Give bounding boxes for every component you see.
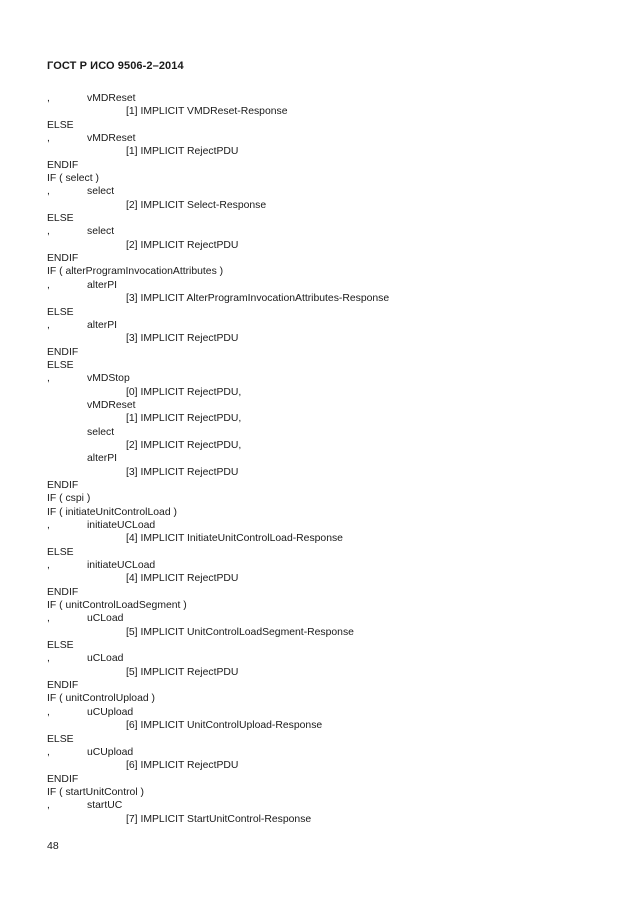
code-line [47, 426, 607, 439]
code-line-text: [3] IMPLICIT RejectPDU [126, 333, 239, 345]
code-line [47, 199, 607, 212]
code-line [47, 706, 607, 719]
code-line-text: [1] IMPLICIT RejectPDU [126, 146, 239, 158]
code-line [47, 572, 607, 585]
code-line-comma: , [47, 226, 50, 238]
code-line [47, 813, 607, 826]
code-line [47, 119, 607, 132]
code-line-text: select [87, 186, 115, 198]
code-line-text: [4] IMPLICIT InitiateUnitControlLoad-Response [126, 533, 343, 545]
code-line [47, 132, 607, 145]
code-line-text: select [87, 426, 115, 438]
code-line-comma: , [47, 373, 50, 385]
code-line-text: [2] IMPLICIT Select-Response [126, 199, 267, 211]
code-line [47, 733, 607, 746]
code-line-text: vMDReset [87, 133, 136, 145]
code-line [47, 652, 607, 665]
code-line-text: alterPI [87, 453, 118, 465]
code-line [47, 332, 607, 345]
code-line-text: [1] IMPLICIT VMDReset-Response [126, 106, 288, 118]
code-line-text: vMDStop [87, 373, 130, 385]
code-line [47, 786, 607, 799]
code-line [47, 559, 607, 572]
code-line-comma: , [47, 746, 50, 758]
code-line-text: initiateUCLoad [87, 520, 156, 531]
code-line [47, 773, 607, 786]
code-line [47, 252, 607, 265]
code-line-comma: , [47, 560, 50, 572]
code-line [47, 306, 607, 319]
code-line-text: startUC [87, 800, 123, 812]
code-line-text: ELSE [47, 213, 74, 225]
code-line-text: uCLoad [87, 653, 124, 665]
asn1-code-block [47, 92, 607, 826]
code-line [47, 92, 607, 105]
page-header-standard-id: ГОСТ Р ИСО 9506-2–2014 [47, 60, 184, 72]
code-line-text: IF ( unitControlUpload ) [47, 693, 155, 705]
code-line [47, 172, 607, 185]
code-line [47, 506, 607, 519]
code-line [47, 692, 607, 705]
code-line-text: uCUpload [87, 706, 134, 718]
code-line-text: vMDReset [87, 399, 136, 411]
code-line-text: [2] IMPLICIT RejectPDU, [126, 439, 242, 451]
code-line [47, 239, 607, 252]
code-line-text: alterPI [87, 279, 118, 291]
code-line-text: [6] IMPLICIT RejectPDU [126, 760, 239, 772]
code-line-text: ELSE [47, 733, 74, 745]
code-line [47, 145, 607, 158]
code-line [47, 479, 607, 492]
code-line-comma: , [47, 279, 50, 291]
code-line-text: [3] IMPLICIT RejectPDU [126, 466, 239, 478]
code-line-comma: , [47, 93, 50, 104]
code-line-text: [5] IMPLICIT RejectPDU [126, 666, 239, 678]
code-line [47, 492, 607, 505]
code-line-text: select [87, 226, 115, 238]
code-line [47, 212, 607, 225]
code-line-comma: , [47, 800, 50, 812]
code-line-text: ENDIF [47, 159, 79, 171]
code-line [47, 666, 607, 679]
code-line-text: ELSE [47, 359, 74, 371]
code-line-text: ELSE [47, 119, 74, 131]
code-line-text: ENDIF [47, 586, 79, 598]
code-line [47, 292, 607, 305]
code-line [47, 439, 607, 452]
code-line [47, 626, 607, 639]
code-line-comma: , [47, 613, 50, 625]
code-line-text: ELSE [47, 546, 74, 558]
code-line-text: ENDIF [47, 773, 79, 785]
code-line-text: ENDIF [47, 346, 79, 358]
code-line-comma: , [47, 653, 50, 665]
code-line [47, 639, 607, 652]
code-line-text: [6] IMPLICIT UnitControlUpload-Response [126, 720, 323, 732]
code-line-text: initiateUCLoad [87, 560, 156, 572]
code-line-text: [2] IMPLICIT RejectPDU [126, 239, 239, 251]
code-line [47, 466, 607, 479]
code-line [47, 386, 607, 399]
code-line-text: ENDIF [47, 680, 79, 692]
code-line [47, 532, 607, 545]
code-line [47, 105, 607, 118]
code-line-text: [5] IMPLICIT UnitControlLoadSegment-Response [126, 626, 354, 638]
code-line-comma: , [47, 186, 50, 198]
code-line-text: uCUpload [87, 746, 134, 758]
code-line [47, 346, 607, 359]
code-line-text: ELSE [47, 306, 74, 318]
code-line-text: [3] IMPLICIT AlterProgramInvocationAttributes-Response [126, 293, 390, 305]
code-line [47, 372, 607, 385]
code-line [47, 519, 607, 532]
code-line [47, 546, 607, 559]
code-line [47, 586, 607, 599]
code-line-text: IF ( select ) [47, 173, 99, 185]
code-line [47, 759, 607, 772]
code-line-text: ENDIF [47, 253, 79, 265]
code-line-text: IF ( alterProgramInvocationAttributes ) [47, 266, 224, 278]
code-line [47, 185, 607, 198]
code-line-text: IF ( cspi ) [47, 493, 91, 505]
code-line-text: IF ( startUnitControl ) [47, 786, 144, 798]
code-line [47, 746, 607, 759]
code-line [47, 225, 607, 238]
code-line [47, 359, 607, 372]
code-line [47, 679, 607, 692]
code-line [47, 279, 607, 292]
code-line-text: alterPI [87, 319, 118, 331]
code-line [47, 719, 607, 732]
code-line [47, 265, 607, 278]
code-line [47, 599, 607, 612]
code-line-text: [1] IMPLICIT RejectPDU, [126, 413, 242, 425]
code-line-comma: , [47, 706, 50, 718]
code-line-text: ENDIF [47, 479, 79, 491]
code-line-text: IF ( unitControlLoadSegment ) [47, 600, 187, 612]
code-line-comma: , [47, 319, 50, 331]
page-number: 48 [47, 840, 59, 852]
code-line [47, 612, 607, 625]
code-line [47, 452, 607, 465]
code-line [47, 399, 607, 412]
code-line-text: [7] IMPLICIT StartUnitControl-Response [126, 813, 312, 825]
code-line-comma: , [47, 520, 50, 531]
code-line-comma: , [47, 133, 50, 145]
code-line-text: [4] IMPLICIT RejectPDU [126, 573, 239, 585]
code-line-text: uCLoad [87, 613, 124, 625]
code-line [47, 799, 607, 812]
code-line [47, 159, 607, 172]
code-line-text: ELSE [47, 640, 74, 652]
code-line-text: vMDReset [87, 93, 136, 104]
code-line-text: IF ( initiateUnitControlLoad ) [47, 506, 177, 518]
code-line-text: [0] IMPLICIT RejectPDU, [126, 386, 242, 398]
code-line [47, 412, 607, 425]
code-line [47, 319, 607, 332]
